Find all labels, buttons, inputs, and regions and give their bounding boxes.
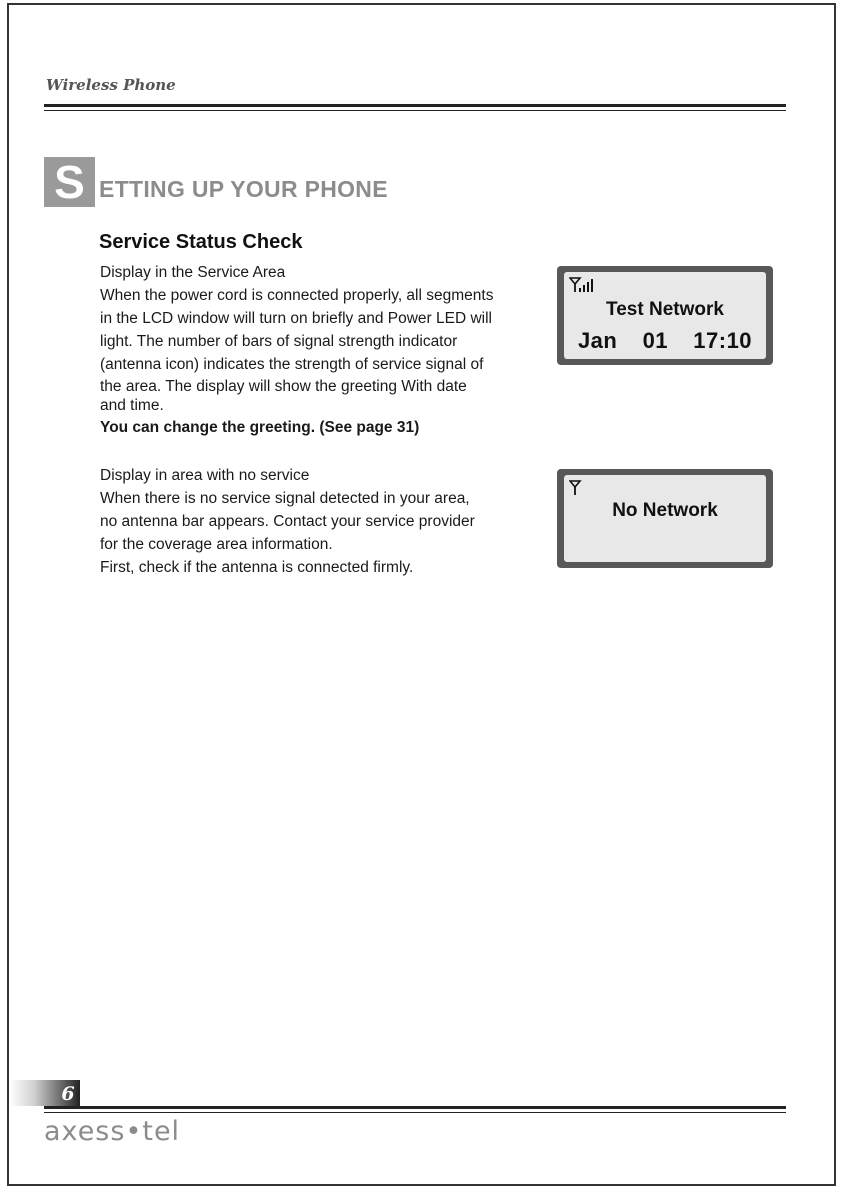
brand-logo: axess•tel	[44, 1116, 181, 1147]
text-line: (antenna icon) indicates the strength of service signal of	[100, 356, 484, 373]
section-title: ETTING UP YOUR PHONE	[99, 176, 388, 202]
lcd-screen	[564, 475, 766, 562]
page-number: 6	[61, 1083, 75, 1105]
header-rule-thin	[44, 110, 786, 111]
footer-rule-thin	[44, 1112, 786, 1113]
lcd-network-name: Test Network	[606, 299, 724, 320]
text-line: light. The number of bars of signal strength indicator	[100, 333, 458, 350]
lcd-screen	[564, 272, 766, 359]
section-initial: S	[44, 157, 95, 207]
lcd-display-no-service	[557, 469, 773, 568]
antenna-signal-full-icon	[569, 277, 597, 293]
header-title: Wireless Phone	[46, 76, 176, 94]
header-rule	[44, 104, 786, 107]
text-line: no antenna bar appears. Contact your service provider	[100, 513, 475, 530]
text-line: First, check if the antenna is connected firmly.	[100, 559, 414, 576]
antenna-no-signal-icon	[569, 480, 583, 496]
lcd-date-time: Jan 01 17:10	[577, 328, 753, 353]
footer-rule	[44, 1106, 786, 1109]
greeting-note: You can change the greeting. (See page 31)	[100, 419, 420, 436]
service-area-text	[100, 261, 493, 439]
text-line: and time.	[100, 397, 164, 414]
text-line: Display in the Service Area	[100, 264, 286, 281]
no-service-text	[100, 464, 475, 579]
text-line: in the LCD window will turn on briefly and Power LED will	[100, 310, 492, 327]
lcd-display-service	[557, 266, 773, 365]
service-status-heading: Service Status Check	[99, 231, 303, 253]
text-line: When the power cord is connected properly, all segments	[100, 287, 494, 304]
text-line: the area. The display will show the greeting With date	[100, 378, 467, 395]
text-line: Display in area with no service	[100, 467, 310, 484]
text-line: When there is no service signal detected in your area,	[100, 490, 470, 507]
text-line: for the coverage area information.	[100, 536, 333, 553]
lcd-no-network: No Network	[612, 500, 718, 521]
